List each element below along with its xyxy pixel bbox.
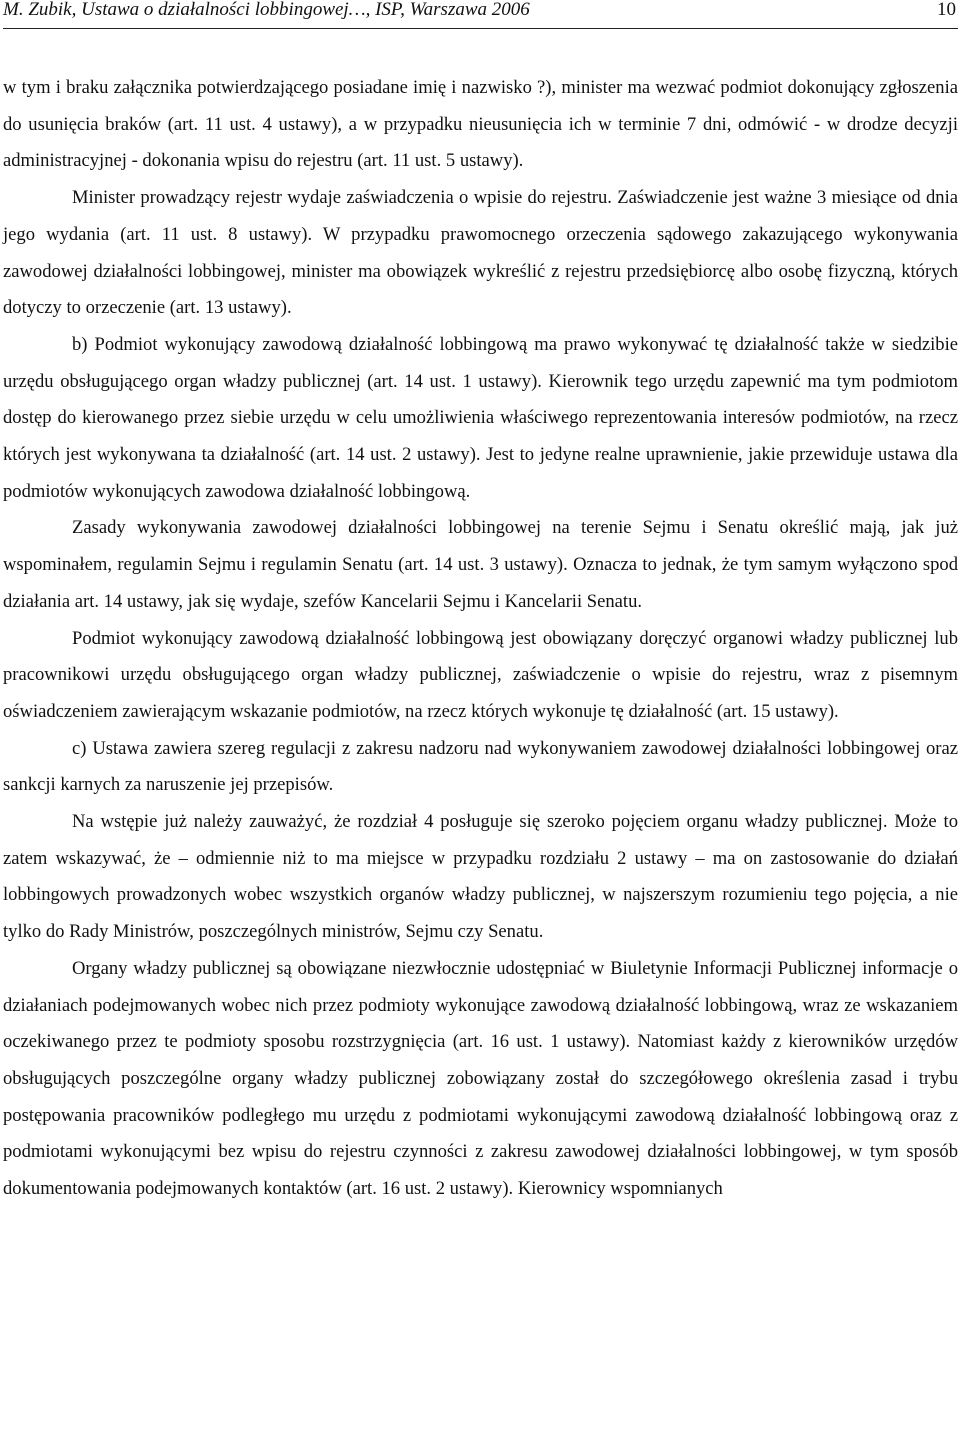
paragraph: Na wstępie już należy zauważyć, że rozdział 4 posługuje się szeroko pojęciem organu władzy publicznej. Może to zatem wskazywać, że – odmiennie niż to ma miejsce w przypadku rozdziału 2 ustawy – ma on zastosowanie do działań lobbingowych prowadzonych wobec wszystkich organów władzy publicznej, w najszerszym rozumieniu tego pojęcia, a nie tylko do Rady Ministrów, poszczególnych ministrów, Sejmu czy Senatu. bbox=[3, 811, 958, 943]
paragraph: Podmiot wykonujący zawodową działalność lobbingową jest obowiązany doręczyć organowi władzy publicznej lub pracownikowi urzędu obsługującego organ władzy publicznej, zaświadczenie o wpisie do rejestru, wraz z pisemnym oświadczeniem zawierającym wskazanie podmiotów, na rzecz których wykonuje tę działalność (art. 15 ustawy). bbox=[3, 627, 958, 722]
paragraph: Zasady wykonywania zawodowej działalności lobbingowej na terenie Sejmu i Senatu określić mają, jak już wspominałem, regulamin Sejmu i regulamin Senatu (art. 14 ust. 3 ustawy). Oznacza to jednak, że tym samym wyłączono spod działania art. 14 ustawy, jak się wydaje, szefów Kancelarii Sejmu i Kancelarii Senatu. bbox=[3, 517, 958, 612]
page-number: 10 bbox=[937, 0, 956, 20]
paragraph: Organy władzy publicznej są obowiązane niezwłocznie udostępniać w Biuletynie Informacji Publicznej informacje o działaniach podejmowanych wobec nich przez podmioty wykonujące zawodową działalność lobbingową, wraz ze wskazaniem oczekiwanego przez te podmioty sposobu rozstrzygnięcia (art. 16 ust. 1 ustawy). Natomiast każdy z kierowników urzędów obsługujących poszczególne organy władzy publicznej zobowiązany został do szczegółowego określenia zasad i trybu postępowania pracowników podległego mu urzędu z podmiotami wykonującymi zawodową działalność lobbingową oraz z podmiotami wykonującymi bez wpisu do rejestru czynności z zakresu zawodowej działalności lobbingowej, w tym sposób dokumentowania podejmowanych kontaktów (art. 16 ust. 2 ustawy). Kierownicy wspomnianych bbox=[3, 957, 958, 1200]
paragraph: c) Ustawa zawiera szereg regulacji z zakresu nadzoru nad wykonywaniem zawodowej działalności lobbingowej oraz sankcji karnych za naruszenie jej przepisów. bbox=[3, 737, 958, 796]
header-title: M. Zubik, Ustawa o działalności lobbingowej…, ISP, Warszawa 2006 bbox=[3, 0, 530, 20]
paragraph: w tym i braku załącznika potwierdzającego posiadane imię i nazwisko ?), minister ma wezwać podmiot dokonujący zgłoszenia do usunięcia braków (art. 11 ust. 4 ustawy), a w przypadku nieusunięcia ich w terminie 7 dni, odmówić - w drodze decyzji administracyjnej - dokonania wpisu do rejestru (art. 11 ust. 5 ustawy). bbox=[3, 77, 958, 172]
paragraph: Minister prowadzący rejestr wydaje zaświadczenia o wpisie do rejestru. Zaświadczenie jest ważne 3 miesiące od dnia jego wydania (art. 11 ust. 8 ustawy). W przypadku prawomocnego orzeczenia sądowego zakazującego wykonywania zawodowej działalności lobbingowej, minister ma obowiązek wykreślić z rejestru przedsiębiorcę albo osobę fizyczną, których dotyczy to orzeczenie (art. 13 ustawy). bbox=[3, 187, 958, 319]
document-body bbox=[3, 70, 958, 1208]
page-header bbox=[3, 0, 958, 29]
paragraph: b) Podmiot wykonujący zawodową działalność lobbingową ma prawo wykonywać tę działalność także w siedzibie urzędu obsługującego organ władzy publicznej (art. 14 ust. 1 ustawy). Kierownik tego urzędu zapewnić ma tym podmiotom dostęp do kierowanego przez siebie urzędu w celu umożliwienia właściwego reprezentowania interesów podmiotów, na rzecz których jest wykonywana ta działalność (art. 14 ust. 2 ustawy). Jest to jedyne realne uprawnienie, jakie przewiduje ustawa dla podmiotów wykonujących zawodowa działalność lobbingową. bbox=[3, 333, 958, 502]
